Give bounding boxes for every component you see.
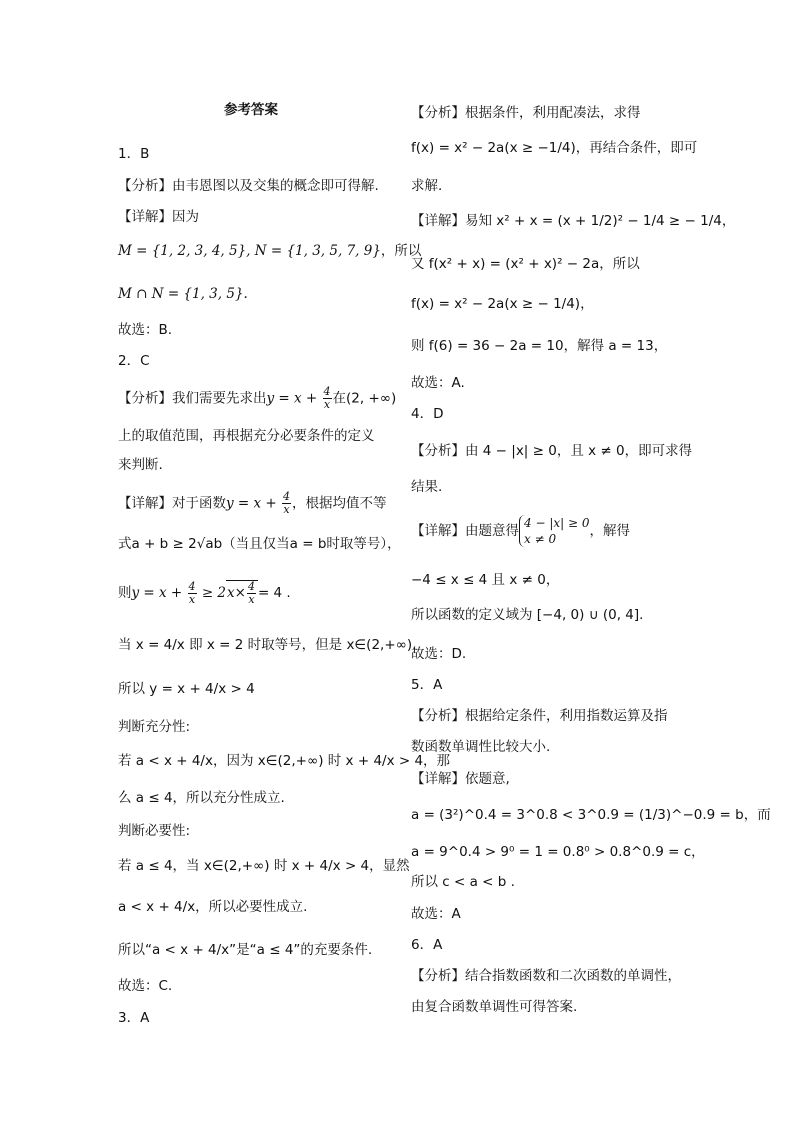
q2-detail-11: a < x + 4/x，所以必要性成立.	[118, 899, 308, 915]
q2-analysis-post: 在(2, +∞)	[332, 390, 397, 407]
q2-detail-8: 么 a ≤ 4，所以充分性成立.	[118, 790, 285, 806]
q2-analysis-3: 来判断.	[118, 457, 163, 473]
q5-choice: 故选：A	[411, 906, 461, 922]
q2-detail-6: 判断充分性:	[118, 719, 191, 735]
q2-detail-10: 若 a ≤ 4，当 x∈(2,+∞) 时 x + 4/x > 4，显然	[118, 858, 410, 874]
q2-detail-pre: 【详解】对于函数	[118, 495, 226, 512]
q2-detail-1: 【详解】对于函数y = x + $\frac{4}{x}$ ，根据均值不等	[118, 490, 387, 516]
q4-analysis-1: 【分析】由 4 − |x| ≥ 0，且 x ≠ 0，即可求得	[411, 443, 693, 459]
q4-detail-2: −4 ≤ x ≤ 4 且 x ≠ 0，	[411, 572, 560, 588]
q3-number: 3．A	[118, 1010, 150, 1026]
q2-detail-9: 判断必要性:	[118, 823, 191, 839]
q4-detail-1	[411, 515, 630, 547]
q2-detail-4: 当 x = 4/x 即 x = 2 时取等号，但是 x∈(2,+∞)，	[118, 637, 426, 653]
q4-number: 4．D	[411, 406, 444, 422]
q4-detail-pre: 【详解】由题意得	[411, 523, 519, 539]
q5-analysis-1: 【分析】根据给定条件，利用指数运算及指	[411, 708, 668, 724]
q6-analysis-1: 【分析】结合指数函数和二次函数的单调性，	[411, 968, 681, 984]
q1-intersection: M ∩ N = {1, 3, 5}.	[118, 286, 248, 302]
q4-analysis-2: 结果.	[411, 479, 443, 495]
q3-detail-3: f(x) = x² − 2a(x ≥ − 1/4)，	[411, 296, 594, 312]
q5-detail-1: 【详解】依题意,	[411, 771, 510, 787]
q2-number: 2．C	[118, 353, 150, 369]
q4-detail-3: 所以函数的定义域为 [−4, 0) ∪ (0, 4].	[411, 607, 644, 623]
q2-detail-5: 所以 y = x + 4/x > 4	[118, 681, 255, 697]
q3-detail-2: 又 f(x² + x) = (x² + x)² − 2a，所以	[411, 256, 640, 272]
q5-number: 5．A	[411, 677, 443, 693]
q1-sets-line	[118, 242, 421, 260]
q2-detail-7: 若 a < x + 4/x，因为 x∈(2,+∞) 时 x + 4/x > 4，那	[118, 753, 451, 769]
q2-choice: 故选：C.	[118, 978, 173, 994]
q2-analysis-pre: 【分析】我们需要先求出	[118, 390, 267, 407]
q2-detail-12: 所以“a < x + 4/x”是“a ≤ 4”的充要条件.	[118, 942, 373, 958]
q4-detail-post: ，解得	[589, 523, 630, 539]
q3-choice: 故选：A.	[411, 375, 465, 391]
q3-analysis-1: 【分析】根据条件，利用配凑法，求得	[411, 105, 641, 121]
q1-analysis: 【分析】由韦恩图以及交集的概念即可得解.	[118, 178, 379, 194]
q4-system-line-2: x ≠ 0	[524, 532, 557, 546]
q1-number: 1．B	[118, 146, 150, 162]
q3-detail-4: 则 f(6) = 36 − 2a = 10，解得 a = 13，	[411, 338, 668, 354]
q2-analysis-1: 【分析】我们需要先求出y = x + $\frac{4}{x}$ 在(2, +∞)	[118, 385, 397, 411]
q1-sets: M = {1, 2, 3, 4, 5}, N = {1, 3, 5, 7, 9}	[118, 243, 381, 259]
q2-detail-3: 则y = x + $\frac{4}{x}$ ≥ 2x× $\frac{4}{x}$ = 4 .	[118, 579, 291, 606]
q1-sets-tail: ，所以	[380, 243, 422, 259]
q2-analysis-2: 上的取值范围，再根据充分必要条件的定义	[118, 428, 375, 444]
q2-detail-2: 式a + b ≥ 2√ab（当且仅当a = b时取等号），	[118, 536, 401, 552]
q3-analysis-3: 求解.	[411, 178, 443, 194]
q5-detail-4: 所以 c < a < b .	[411, 874, 515, 890]
q4-system-line-1: 4 − |x| ≥ 0	[524, 516, 590, 530]
q3-detail-1: 【详解】易知 x² + x = (x + 1/2)² − 1/4 ≥ − 1/4，	[411, 213, 736, 229]
q2-detail-post: ，根据均值不等	[292, 495, 387, 512]
q5-analysis-2: 数函数单调性比较大小.	[411, 739, 551, 755]
q4-choice: 故选：D.	[411, 646, 467, 662]
q5-detail-2: a = (3²)^0.4 = 3^0.8 < 3^0.9 = (1/3)^−0.9 = b，而	[411, 807, 771, 823]
q1-choice: 故选：B.	[118, 322, 173, 338]
q2-detail-3-pre: 则	[118, 585, 132, 601]
q4-system	[519, 515, 590, 547]
q2-detail-3-post: = 4 .	[257, 585, 291, 601]
q3-analysis-2: f(x) = x² − 2a(x ≥ −1/4)，再结合条件，即可	[411, 140, 698, 156]
q6-analysis-2: 由复合函数单调性可得答案.	[411, 999, 578, 1015]
q1-detail: 【详解】因为	[118, 209, 199, 225]
q6-number: 6．A	[411, 937, 443, 953]
answer-title: 参考答案	[224, 102, 278, 118]
q5-detail-3: a = 9^0.4 > 9⁰ = 1 = 0.8⁰ > 0.8^0.9 = c，	[411, 844, 705, 860]
